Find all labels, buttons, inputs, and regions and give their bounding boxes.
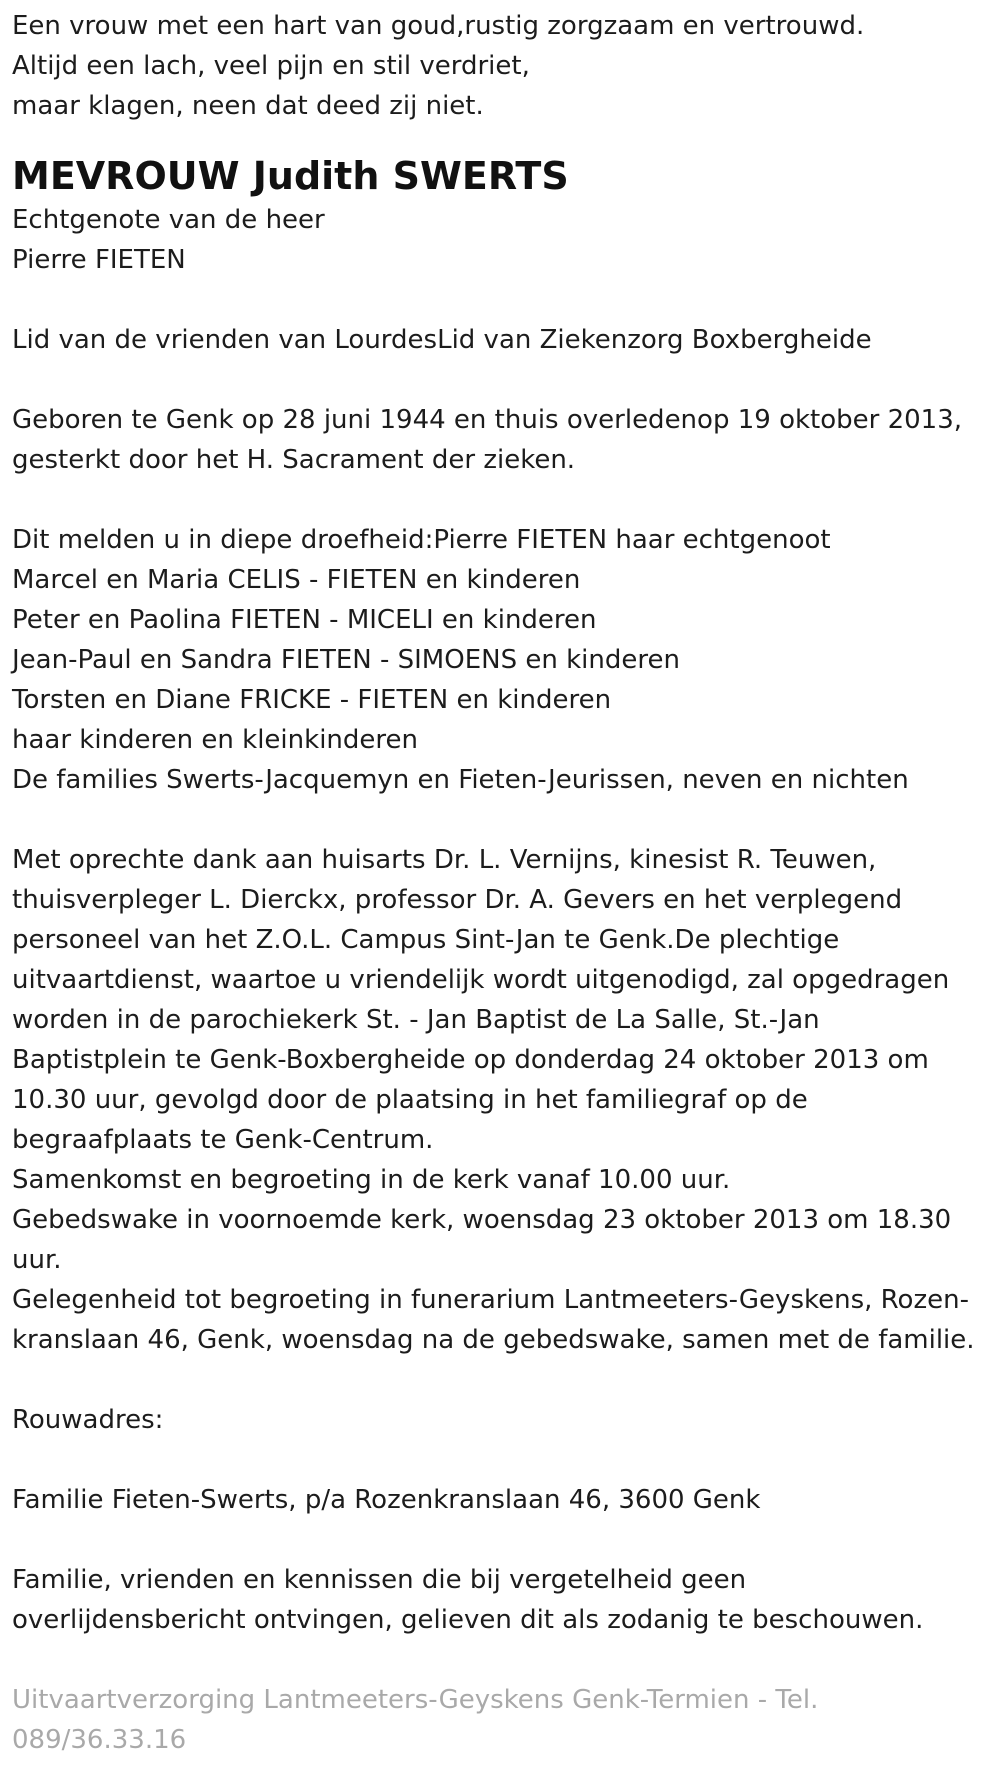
service-line: Samenkomst en begroeting in de kerk vanaf 10.00 uur. [12, 1165, 731, 1195]
mourner-line: Marcel en Maria CELIS - FIETEN en kinderen [12, 565, 581, 595]
mourner-line: Jean-Paul en Sandra FIETEN - SIMOENS en kinderen [12, 645, 680, 675]
footer-line: Uitvaartverzorging Lantmeeters-Geyskens Genk-Termien - Tel. [12, 1685, 819, 1715]
mourner-line: De families Swerts-Jacquemyn en Fieten-Jeurissen, neven en nichten [12, 765, 909, 795]
funeral-home-footer [12, 1680, 988, 1760]
birth-death-line: gesterkt door het H. Sacrament der zieken. [12, 445, 576, 475]
service-line: uur. [12, 1245, 62, 1275]
verse-line: maar klagen, neen dat deed zij niet. [12, 91, 484, 121]
notice-line: overlijdensbericht ontvingen, gelieven dit als zodanig te beschouwen. [12, 1605, 924, 1635]
birth-death-line: Geboren te Genk op 28 juni 1944 en thuis overledenop 19 oktober 2013, [12, 405, 963, 435]
mourning-address: Familie Fieten-Swerts, p/a Rozenkranslaan 46, 3600 Genk [12, 1485, 761, 1515]
service-line: Gelegenheid tot begroeting in funerarium Lantmeeters-Geyskens, Rozen- [12, 1285, 969, 1315]
service-line: thuisverpleger L. Dierckx, professor Dr. A. Gevers en het verplegend [12, 885, 903, 915]
service-line: Gebedswake in voornoemde kerk, woensdag 23 oktober 2013 om 18.30 [12, 1205, 952, 1235]
verse [12, 6, 988, 126]
notice-line: Familie, vrienden en kennissen die bij vergetelheid geen [12, 1565, 747, 1595]
mourner-line: Torsten en Diane FRICKE - FIETEN en kinderen [12, 685, 612, 715]
service-info [12, 840, 988, 1360]
service-line: personeel van het Z.O.L. Campus Sint-Jan te Genk.De plechtige [12, 925, 840, 955]
service-line: Met oprechte dank aan huisarts Dr. L. Vernijns, kinesist R. Teuwen, [12, 845, 877, 875]
mourner-line: haar kinderen en kleinkinderen [12, 725, 418, 755]
service-line: 10.30 uur, gevolgd door de plaatsing in het familiegraf op de [12, 1085, 808, 1115]
mourner-line: Dit melden u in diepe droefheid:Pierre FIETEN haar echtgenoot [12, 525, 831, 555]
mourner-line: Peter en Paolina FIETEN - MICELI en kinderen [12, 605, 597, 635]
deceased-name: MEVROUW Judith SWERTS [12, 154, 569, 198]
service-line: begraafplaats te Genk-Centrum. [12, 1125, 434, 1155]
service-line: uitvaartdienst, waartoe u vriendelijk wordt uitgenodigd, zal opgedragen [12, 965, 950, 995]
spouse-line: Pierre FIETEN [12, 245, 186, 275]
service-line: kranslaan 46, Genk, woensdag na de gebedswake, samen met de familie. [12, 1325, 975, 1355]
verse-line: Een vrouw met een hart van goud,rustig zorgzaam en vertrouwd. [12, 11, 865, 41]
spouse-line: Echtgenote van de heer [12, 205, 325, 235]
footer-phone: 089/36.33.16 [12, 1725, 187, 1755]
service-line: worden in de parochiekerk St. - Jan Baptist de La Salle, St.-Jan [12, 1005, 820, 1035]
verse-line: Altijd een lach, veel pijn en stil verdriet, [12, 51, 530, 81]
spouse-info [12, 200, 988, 280]
birth-death-info [12, 400, 988, 480]
mourners-list [12, 520, 988, 800]
membership: Lid van de vrienden van LourdesLid van Ziekenzorg Boxbergheide [12, 325, 872, 355]
address-label: Rouwadres: [12, 1405, 164, 1435]
notice [12, 1560, 988, 1640]
service-line: Baptistplein te Genk-Boxbergheide op donderdag 24 oktober 2013 om [12, 1045, 929, 1075]
